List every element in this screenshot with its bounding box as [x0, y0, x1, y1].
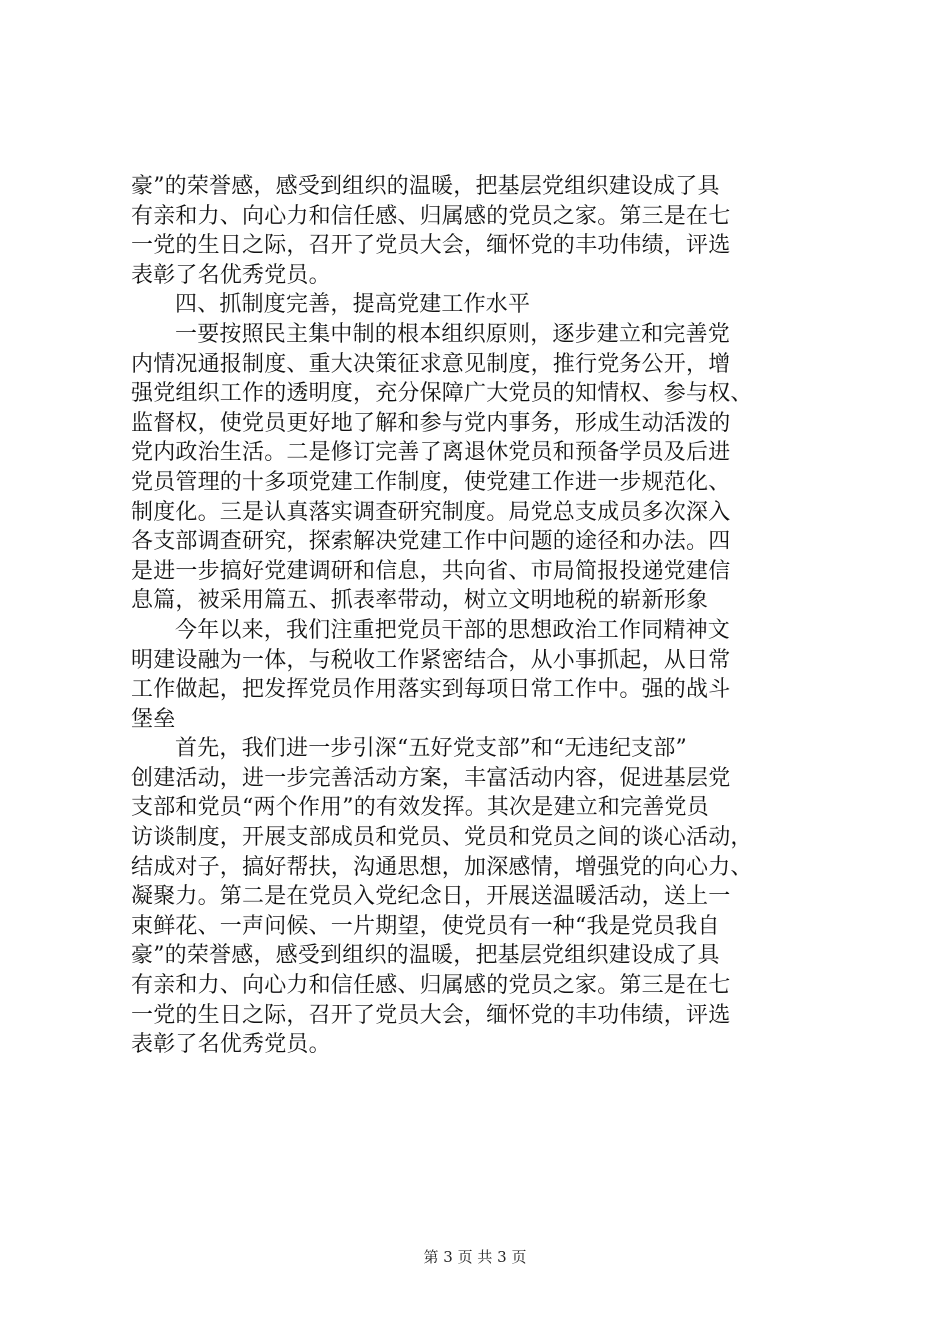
text-line: 豪”的荣誉感，感受到组织的温暖，把基层党组织建设成了具	[131, 174, 720, 199]
text-line: 四、抓制度完善，提高党建工作水平	[175, 292, 531, 318]
text-line: 访谈制度，开展支部成员和党员、党员和党员之间的谈心活动，	[131, 825, 753, 851]
text-line: 一党的生日之际，召开了党员大会，缅怀党的丰功伟绩，评选	[131, 233, 731, 259]
page-footer: 第 3 页 共 3 页	[423, 1248, 527, 1266]
text-line: 结成对子，搞好帮扶，沟通思想，加深感情，增强党的向心力、	[131, 854, 753, 880]
text-line: 一党的生日之际，召开了党员大会，缅怀党的丰功伟绩，评选	[131, 1002, 731, 1028]
text-line: 束鲜花、一声问候、一片期望，使党员有一种“我是党员我自	[131, 913, 720, 939]
text-line: 堡垒	[131, 706, 176, 732]
text-line: 各支部调查研究，探索解决党建工作中问题的途径和办法。四	[131, 529, 731, 555]
text-line: 豪”的荣誉感，感受到组织的温暖，把基层党组织建设成了具	[131, 943, 720, 969]
text-line: 有亲和力、向心力和信任感、归属感的党员之家。第三是在七	[131, 203, 731, 229]
text-line: 今年以来，我们注重把党员干部的思想政治工作同精神文	[175, 617, 731, 643]
text-line: 创建活动，进一步完善活动方案，丰富活动内容，促进基层党	[131, 765, 731, 791]
text-line: 监督权，使党员更好地了解和参与党内事务，形成生动活泼的	[131, 410, 731, 436]
text-line: 息篇，被采用篇五、抓表率带动，树立文明地税的崭新形象	[131, 588, 709, 614]
text-line: 党内政治生活。二是修订完善了离退休党员和预备学员及后进	[131, 440, 731, 466]
text-line: 内情况通报制度、重大决策征求意见制度，推行党务公开，增	[131, 351, 731, 377]
text-line: 首先，我们进一步引深“五好党支部”和“无违纪支部”	[175, 736, 687, 762]
text-line: 支部和党员“两个作用”的有效发挥。其次是建立和完善党员	[131, 795, 709, 821]
text-line: 有亲和力、向心力和信任感、归属感的党员之家。第三是在七	[131, 973, 731, 999]
text-line: 凝聚力。第二是在党员入党纪念日，开展送温暖活动，送上一	[131, 884, 731, 910]
text-line: 制度化。三是认真落实调查研究制度。局党总支成员多次深入	[131, 499, 731, 525]
document-body	[131, 172, 831, 1060]
text-line: 表彰了名优秀党员。	[131, 1032, 331, 1058]
text-line: 是进一步搞好党建调研和信息，共向省、市局简报投递党建信	[131, 558, 731, 584]
text-line: 表彰了名优秀党员。	[131, 262, 331, 288]
text-line: 明建设融为一体，与税收工作紧密结合，从小事抓起，从日常	[131, 647, 731, 673]
text-line: 一要按照民主集中制的根本组织原则，逐步建立和完善党	[175, 321, 731, 347]
text-line: 工作做起，把发挥党员作用落实到每项日常工作中。强的战斗	[131, 677, 731, 703]
text-line: 强党组织工作的透明度，充分保障广大党员的知情权、参与权、	[131, 381, 753, 407]
text-line: 党员管理的十多项党建工作制度，使党建工作进一步规范化、	[131, 469, 731, 495]
